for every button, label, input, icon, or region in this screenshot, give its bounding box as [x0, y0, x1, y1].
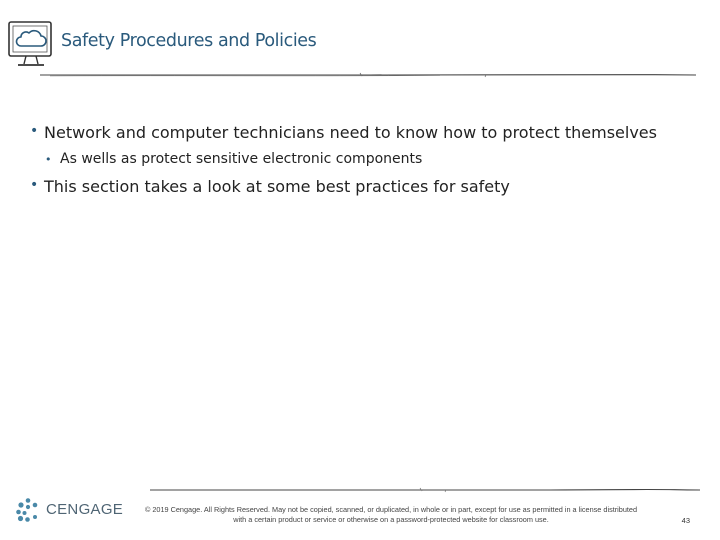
title-divider	[40, 70, 696, 80]
sub-bullet-item	[30, 151, 710, 167]
footer-divider	[150, 486, 700, 494]
bullet-text: This section takes a look at some best practices for safety	[44, 177, 510, 196]
bullet-marker: •	[30, 177, 39, 193]
bullet-item	[30, 123, 710, 142]
bullet-list	[30, 120, 710, 196]
bullet-text: Network and computer technicians need to know how to protect themselves	[44, 123, 657, 142]
bullet-item	[30, 177, 710, 196]
page-number: 43	[681, 516, 690, 525]
bullet-text: As wells as protect sensitive electronic components	[60, 151, 423, 167]
slide-title: Safety Procedures and Policies	[61, 31, 317, 51]
brand-name: CENGAGE	[46, 501, 124, 518]
bullet-marker: •	[45, 153, 52, 166]
monitor-cloud-icon	[6, 18, 56, 70]
copyright-notice: © 2019 Cengage. All Rights Reserved. May not be copied, scanned, or duplicated, in whole or in part, except for use as permitted in a license distributed with a certain product or service or otherwise on a password-protected website for classroom use.	[144, 505, 638, 524]
bullet-marker: •	[30, 123, 39, 139]
cengage-logo-icon	[15, 497, 41, 523]
